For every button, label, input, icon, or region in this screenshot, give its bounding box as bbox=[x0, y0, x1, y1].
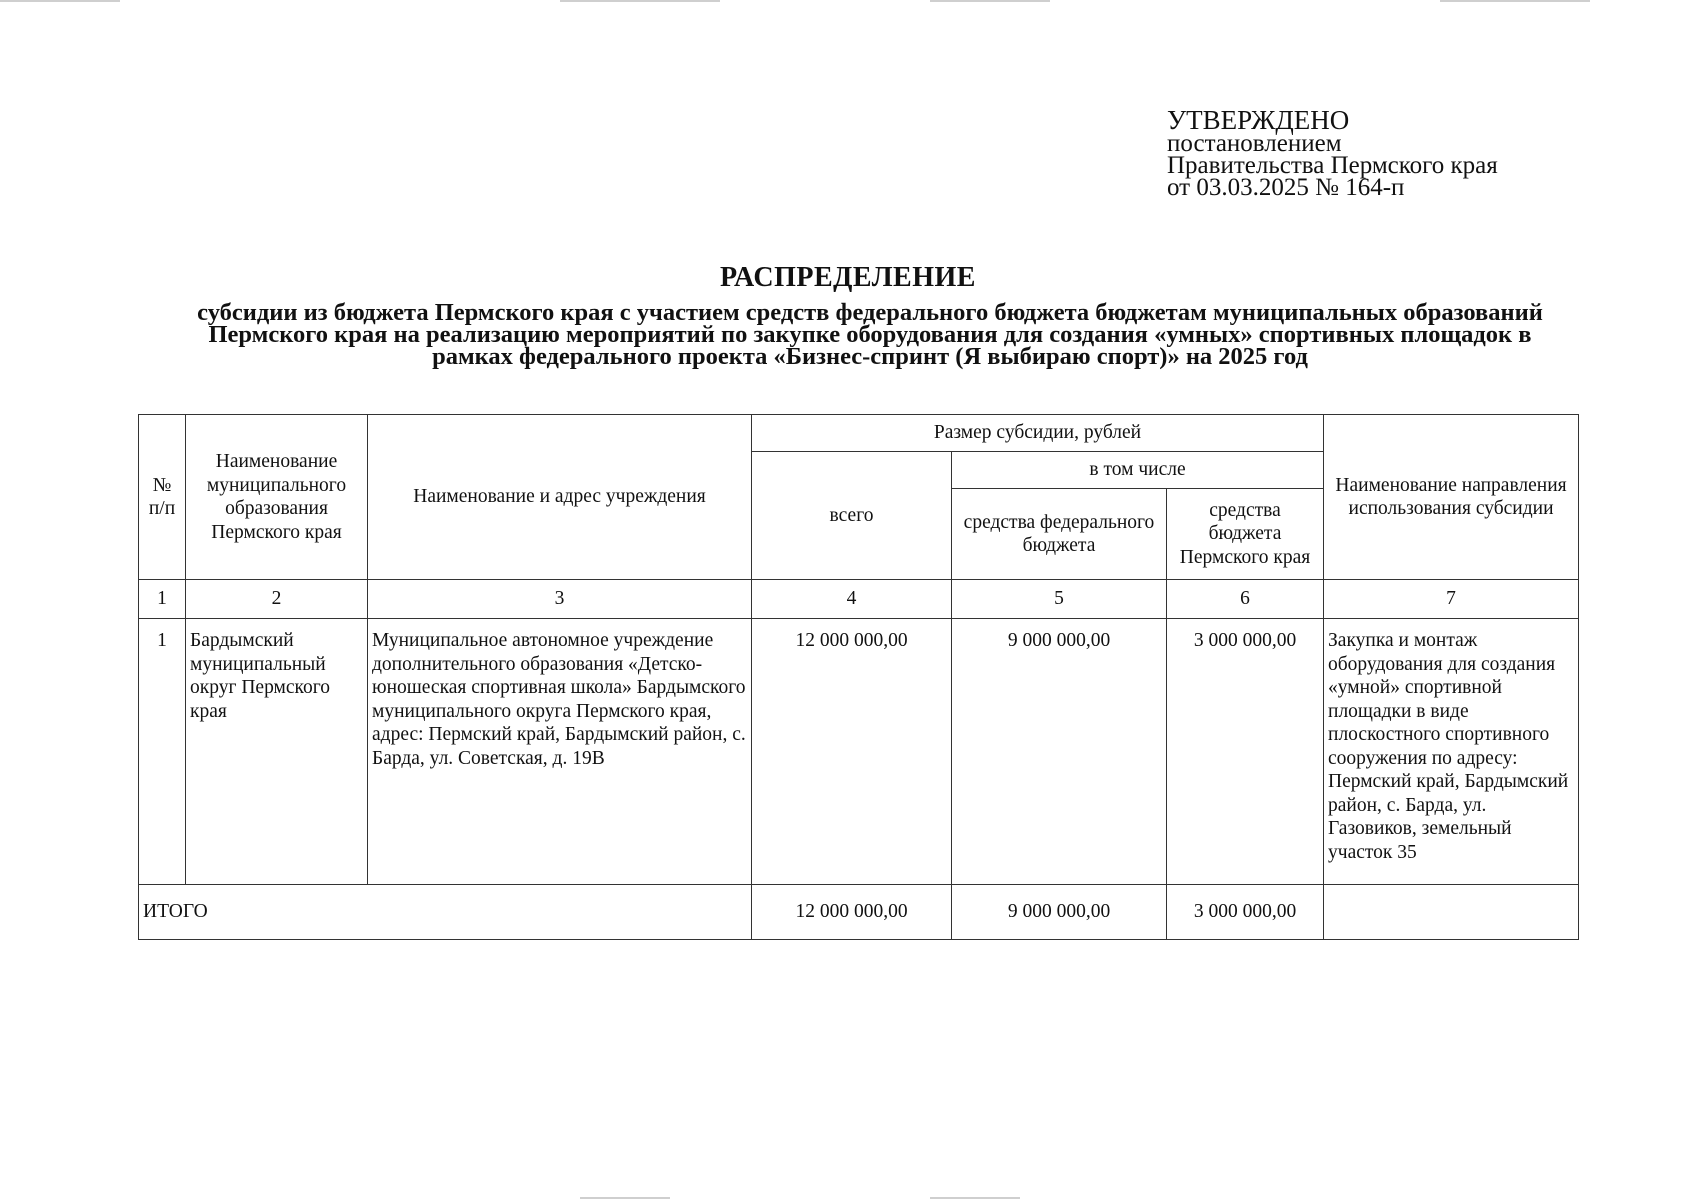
scan-edge-mark bbox=[930, 1197, 1020, 1199]
cell-total: 12 000 000,00 bbox=[752, 619, 952, 885]
column-number: 6 bbox=[1167, 580, 1324, 619]
cell-purpose: Закупка и монтаж оборудования для создания «умной» спортивной площадки в виде плоскостного спортивного сооружения по адресу: Пермский край, Бардымский район, с. Барда, ул. Газовиков, земельный участок 35 bbox=[1324, 619, 1579, 885]
totals-row bbox=[139, 885, 1579, 940]
column-number: 3 bbox=[368, 580, 752, 619]
document-subtitle: субсидии из бюджета Пермского края с участием средств федерального бюджета бюджетам муниципальных образований Пермского края на реализацию мероприятий по закупке оборудования для создания «умных» спортивных площадок в рамках федерального проекта «Бизнес-спринт (Я выбираю спорт)» на 2025 год bbox=[197, 299, 1543, 370]
scan-edge-mark bbox=[1440, 0, 1590, 2]
totals-label: ИТОГО bbox=[139, 885, 752, 940]
approval-line: от 03.03.2025 № 164-п bbox=[1167, 174, 1405, 201]
cell-federal: 9 000 000,00 bbox=[952, 619, 1167, 885]
header-subsidy-size: Размер субсидии, рублей bbox=[752, 415, 1324, 452]
header-total: всего bbox=[752, 452, 952, 580]
header-municipality: Наименование муниципального образования Пермского края bbox=[186, 415, 368, 580]
header-regional: средства бюджета Пермского края bbox=[1167, 489, 1324, 580]
document-title: РАСПРЕДЕЛЕНИЕ bbox=[720, 262, 976, 293]
cell-regional: 3 000 000,00 bbox=[1167, 619, 1324, 885]
totals-federal: 9 000 000,00 bbox=[952, 885, 1167, 940]
scan-edge-mark bbox=[560, 0, 720, 2]
table-row bbox=[139, 619, 1579, 885]
approval-line: УТВЕРЖДЕНО bbox=[1167, 105, 1350, 135]
totals-purpose-empty bbox=[1324, 885, 1579, 940]
cell-institution: Муниципальное автономное учреждение дополнительного образования «Детско-юношеская спортивная школа» Бардымского муниципального округа Пермского края, адрес: Пермский край, Бардымский район, с. Барда, ул. Советская, д. 19В bbox=[368, 619, 752, 885]
column-number-row bbox=[139, 580, 1579, 619]
column-number: 7 bbox=[1324, 580, 1579, 619]
header-federal: средства федерального бюджета bbox=[952, 489, 1167, 580]
header-institution: Наименование и адрес учреждения bbox=[368, 415, 752, 580]
header-num: № п/п bbox=[139, 415, 186, 580]
scan-edge-mark bbox=[930, 0, 1050, 2]
header-purpose: Наименование направления использования субсидии bbox=[1324, 415, 1579, 580]
approval-line: постановлением bbox=[1167, 130, 1342, 157]
scan-edge-mark bbox=[580, 1197, 670, 1199]
scan-edge-mark bbox=[0, 0, 120, 2]
subsidy-distribution-table bbox=[138, 414, 1579, 940]
approval-line: Правительства Пермского края bbox=[1167, 152, 1498, 179]
totals-total: 12 000 000,00 bbox=[752, 885, 952, 940]
column-number: 5 bbox=[952, 580, 1167, 619]
totals-regional: 3 000 000,00 bbox=[1167, 885, 1324, 940]
approval-stamp bbox=[1167, 105, 1587, 201]
cell-num: 1 bbox=[139, 619, 186, 885]
cell-municipality: Бардымский муниципальный округ Пермского края bbox=[186, 619, 368, 885]
column-number: 1 bbox=[139, 580, 186, 619]
column-number: 4 bbox=[752, 580, 952, 619]
header-including: в том числе bbox=[952, 452, 1324, 489]
column-number: 2 bbox=[186, 580, 368, 619]
